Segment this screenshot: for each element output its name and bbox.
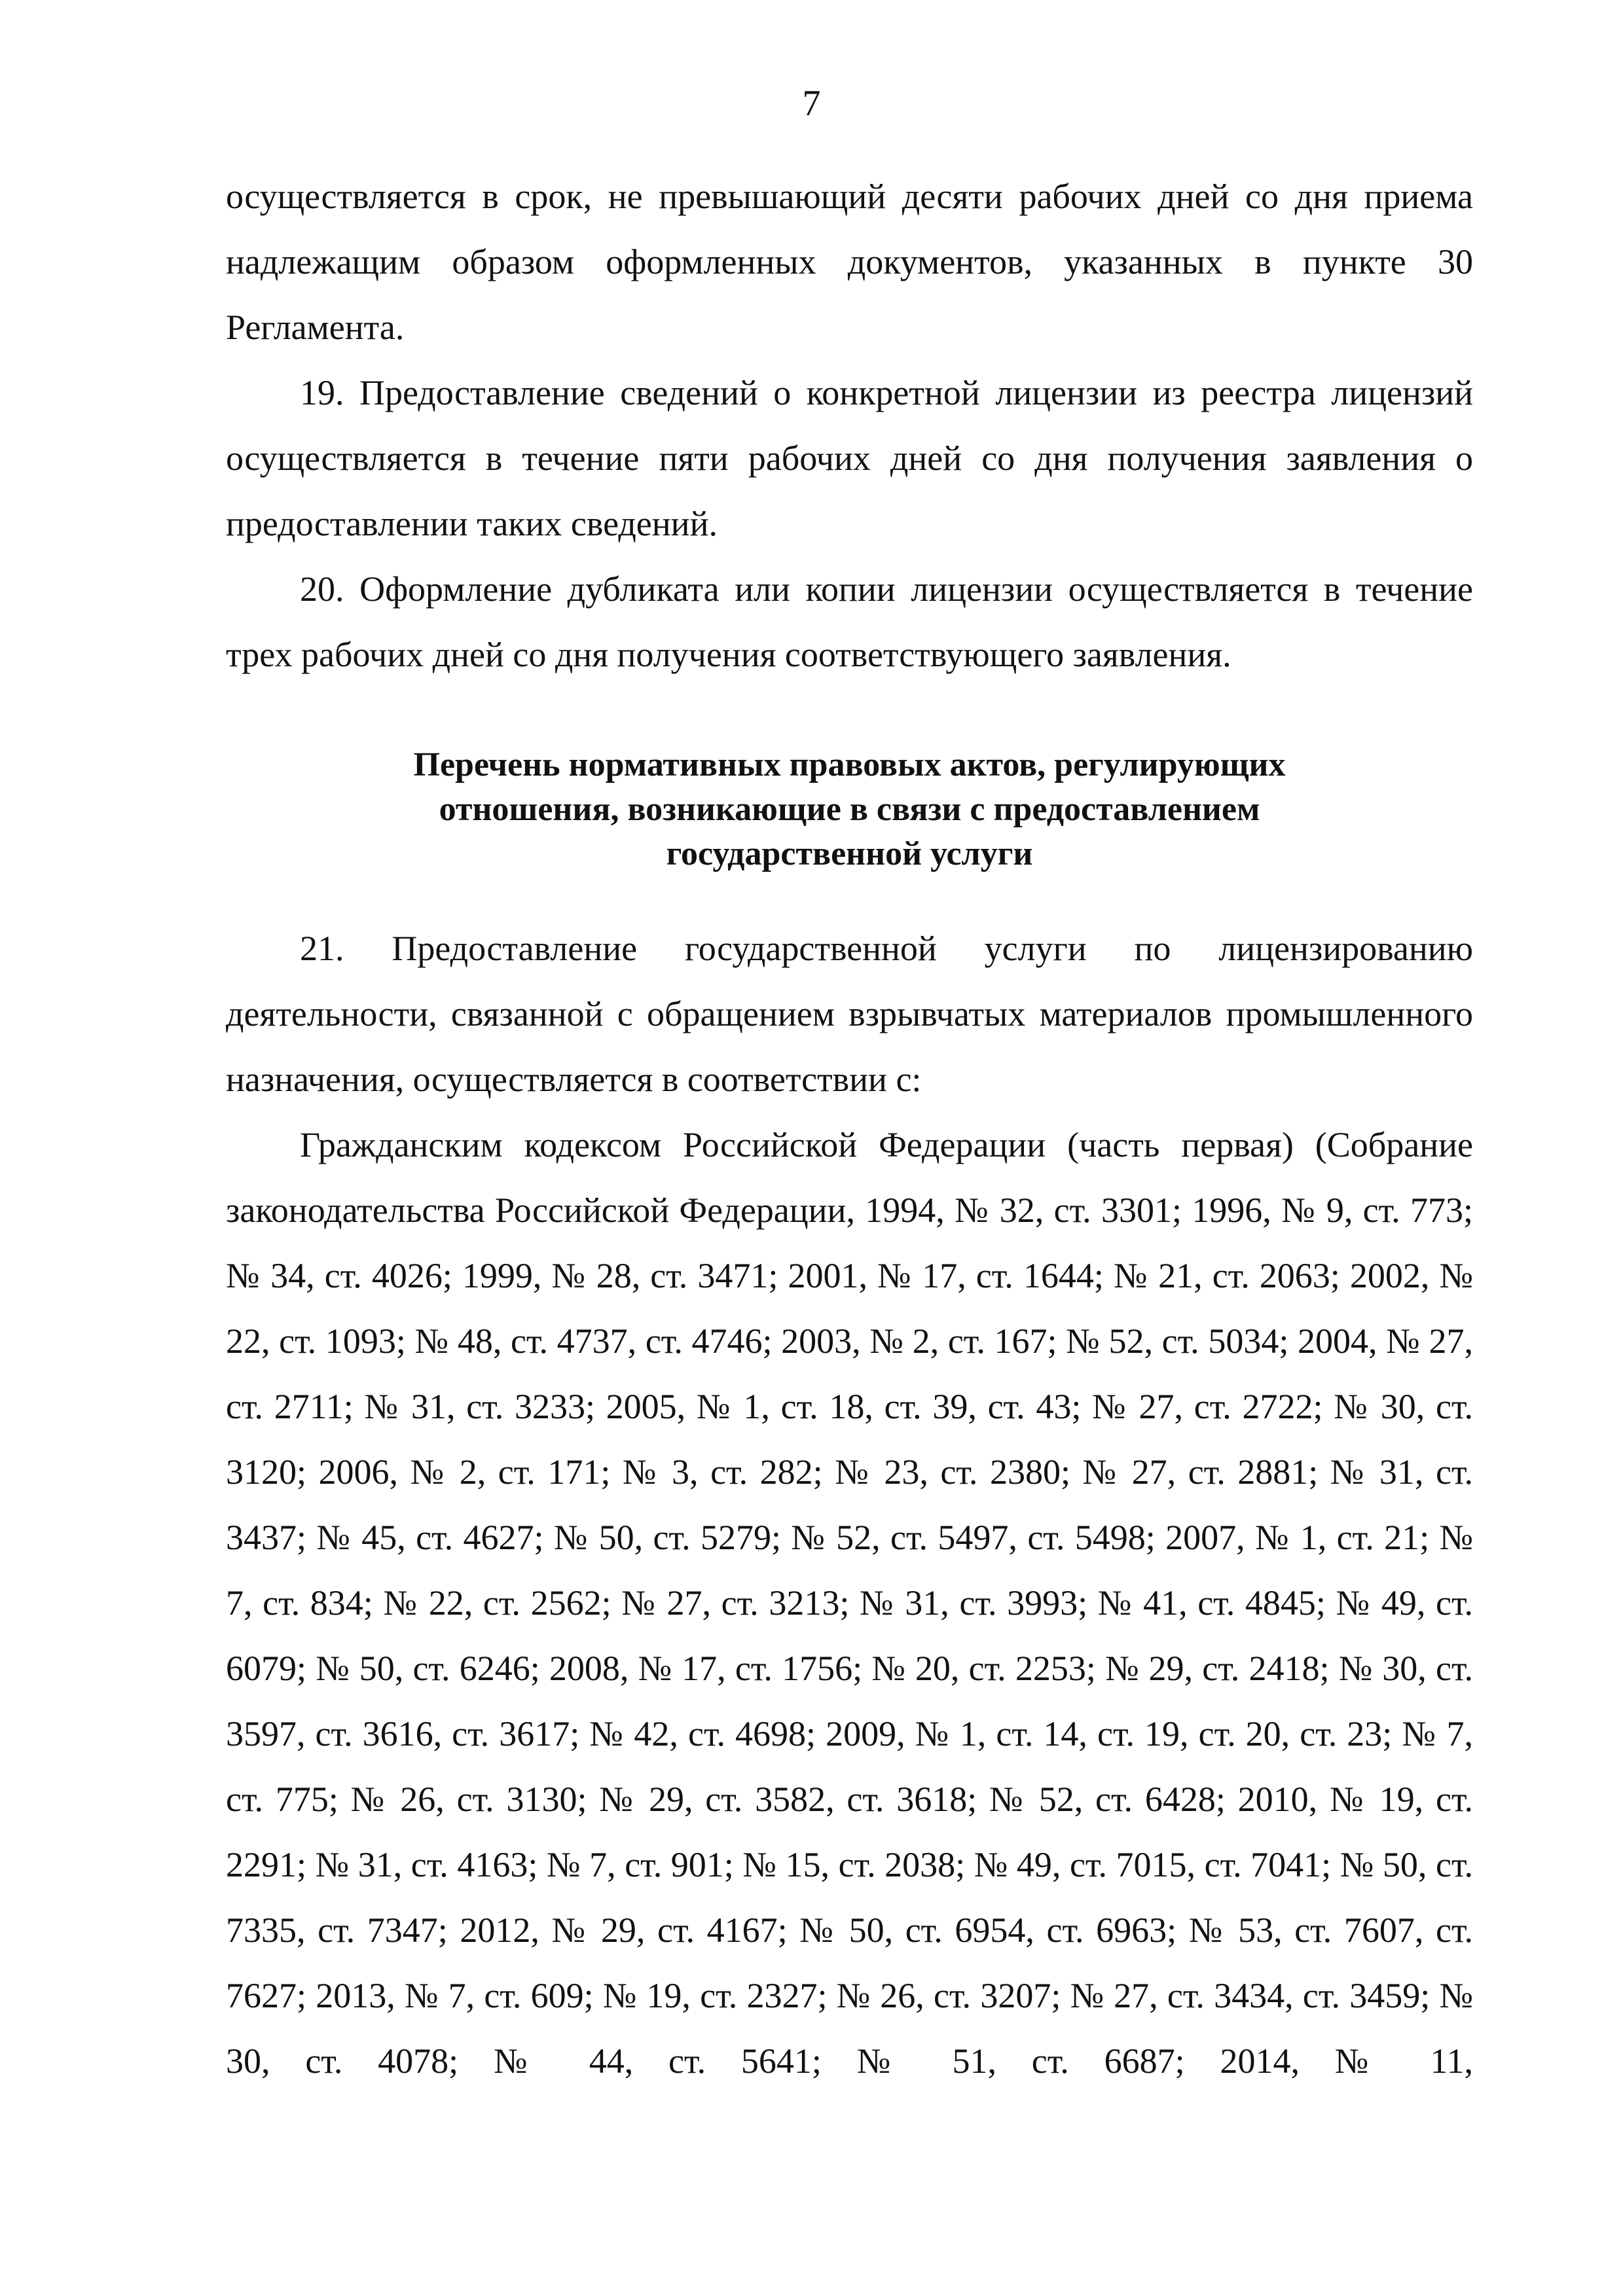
paragraph-20: 20. Оформление дубликата или копии лицензии осуществляется в течение трех рабочих дней со дня получения соответствующего заявления. (226, 569, 1473, 674)
paragraph-21: 21. Предоставление государственной услуги по лицензированию деятельности, связанной с обращением взрывчатых материалов промышленного назначения, осуществляется в соответствии с: (226, 929, 1473, 1099)
section-heading-line-3: государственной услуги (666, 835, 1033, 872)
paragraph-civil-code-references: Гражданским кодексом Российской Федерации (часть первая) (Собрание законодательства Российской Федерации, 1994, № 32, ст. 3301; 1996, № 9, ст. 773; № 34, ст. 4026; 1999, № 28, ст. 3471; 2001, № 17, ст. 1644; № 21, ст. 2063; 2002, № 22, ст. 1093; № 48, ст. 4737, ст. 4746; 2003, № 2, ст. 167; № 52, ст. 5034; 2004, № 27, ст. 2711; № 31, ст. 3233; 2005, № 1, ст. 18, ст. 39, ст. 43; № 27, ст. 2722; № 30, ст. 3120; 2006, № 2, ст. 171; № 3, ст. 282; № 23, ст. 2380; № 27, ст. 2881; № 31, ст. 3437; № 45, ст. 4627; № 50, ст. 5279; № 52, ст. 5497, ст. 5498; 2007, № 1, ст. 21; № 7, ст. 834; № 22, ст. 2562; № 27, ст. 3213; № 31, ст. 3993; № 41, ст. 4845; № 49, ст. 6079; № 50, ст. 6246; 2008, № 17, ст. 1756; № 20, ст. 2253; № 29, ст. 2418; № 30, ст. 3597, ст. 3616, ст. 3617; № 42, ст. 4698; 2009, № 1, ст. 14, ст. 19, ст. 20, ст. 23; № 7, ст. 775; № 26, ст. 3130; № 29, ст. 3582, ст. 3618; № 52, ст. 6428; 2010, № 19, ст. 2291; № 31, ст. 4163; № 7, ст. 901; № 15, ст. 2038; № 49, ст. 7015, ст. 7041; № 50, ст. 7335, ст. 7347; 2012, № 29, ст. 4167; № 50, ст. 6954, ст. 6963; № 53, ст. 7607, ст. 7627; 2013, № 7, ст. 609; № 19, ст. 2327; № 26, ст. 3207; № 27, ст. 3434, ст. 3459; № 30, ст. 4078; № 44, ст. 5641; № 51, ст. 6687; 2014, № 11, (226, 1125, 1473, 2081)
paragraph-continuation: осуществляется в срок, не превышающий десяти рабочих дней со дня приема надлежащим образом оформленных документов, указанных в пункте 30 Регламента. (226, 177, 1473, 347)
section-heading (226, 743, 1473, 876)
section-heading-line-2: отношения, возникающие в связи с предоставлением (439, 791, 1260, 828)
paragraph-19: 19. Предоставление сведений о конкретной лицензии из реестра лицензий осуществляется в течение пяти рабочих дней со дня получения заявления о предоставлении таких сведений. (226, 373, 1473, 543)
document-body (226, 164, 1473, 2094)
section-heading-line-1: Перечень нормативных правовых актов, регулирующих (413, 746, 1286, 783)
page-number: 7 (802, 83, 821, 124)
